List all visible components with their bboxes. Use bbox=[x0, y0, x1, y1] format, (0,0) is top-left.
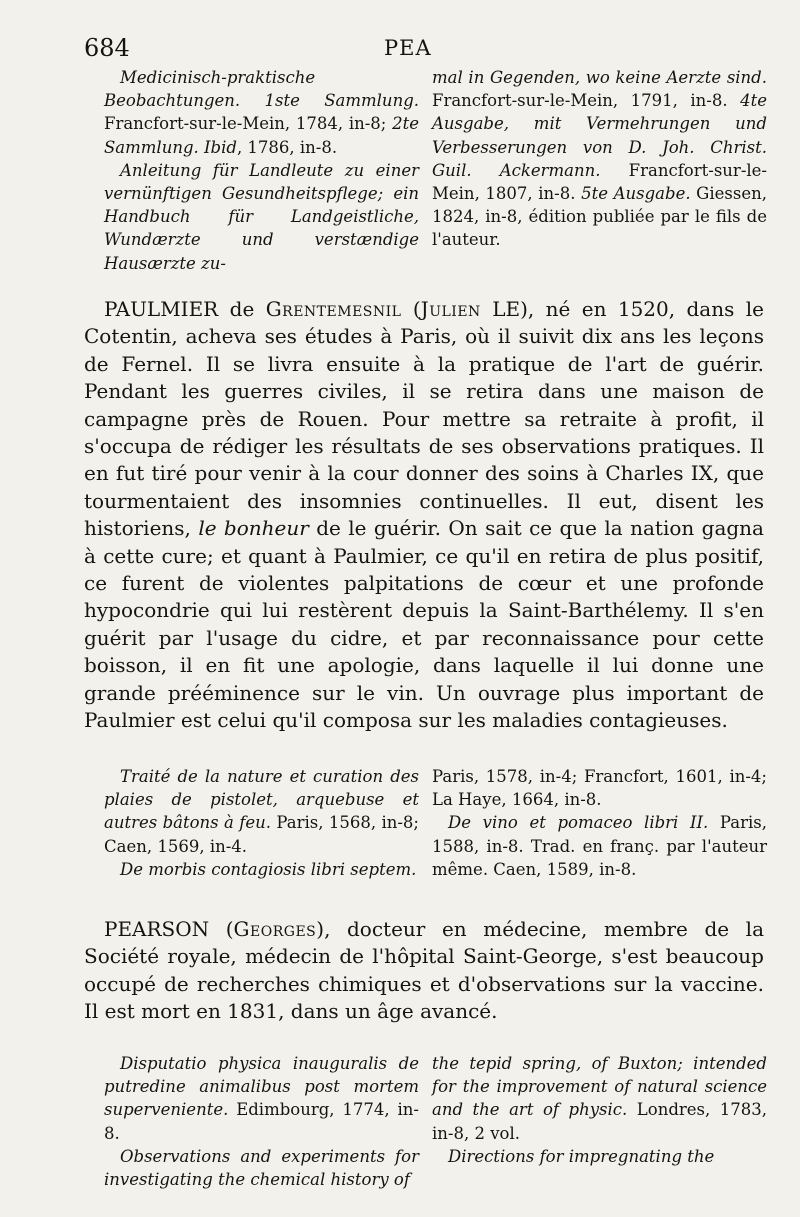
bibliography-entry: Observations and experiments for investigating the chemical history of bbox=[104, 1146, 419, 1190]
bibliography-entry: Disputatio physica inauguralis de putredine animalibus post mortem superveniente. Edimbourg, 1774, in-8. bbox=[104, 1054, 419, 1143]
bibliography-column-right bbox=[432, 66, 767, 252]
bibliography-column-left bbox=[104, 1052, 419, 1191]
bibliography-column-right bbox=[432, 765, 767, 881]
bibliography-entry: De vino et pomaceo libri II. Paris, 1588, in-8. Trad. en franç. par l'auteur même. Caen, 1589, in-8. bbox=[432, 813, 767, 879]
bibliography-entry: mal in Gegenden, wo keine Aerzte sind. Francfort-sur-le-Mein, 1791, in-8. 4te Ausgabe, mit Vermehrungen und Verbesserungen von D. Joh. Christ. Guil. Ackermann. Francfort-sur-le-Mein, 1807, in-8. 5te Ausgabe. Giessen, 1824, in-8, édition publiée par le fils de l'auteur. bbox=[432, 68, 768, 250]
bibliography-column-left bbox=[104, 765, 419, 881]
article-body: PAULMIER de Grentemesnil (Julien LE), né en 1520, dans le Cotentin, acheva ses études à Paris, où il suivit dix ans les leçons de Fernel. Il se livra ensuite à la pratique de l'art de guérir. Pendant les guerres civiles, il se retira dans une maison de campagne près de Rouen. Pour mettre sa retraite à profit, il s'occupa de rédiger les résultats de ses observations pratiques. Il en fut tiré pour venir à la cour donner des soins à Charles IX, que tourmentaient des insomnies continuelles. Il eut, disent les historiens, le bonheur de le guérir. On sait ce que la nation gagna à cette cure; et quant à Paulmier, ce qu'il en retira de plus positif, ce furent de violentes palpitations de cœur et une profonde hypocondrie qui lui restèrent depuis la Saint-Barthélemy. Il s'en guérit par l'usage du cidre, et par reconnaissance pour cette boisson, il en fit une apologie, dans laquelle il lui donne une grande prééminence sur le vin. Un ouvrage plus important de Paulmier est celui qu'il composa sur les maladies contagieuses. bbox=[84, 297, 764, 733]
bibliography-column-left bbox=[104, 66, 419, 275]
running-head bbox=[84, 34, 760, 64]
bibliography-block-bottom bbox=[104, 1052, 768, 1217]
bibliography-entry: Paris, 1578, in-4; Francfort, 1601, in-4; La Haye, 1664, in-8. bbox=[432, 767, 767, 810]
page-number: 684 bbox=[84, 34, 130, 62]
article-paulmier bbox=[84, 296, 764, 735]
bibliography-entry: Traité de la nature et curation des plaies de pistolet, arquebuse et autres bâtons à feu. Paris, 1568, in-8; Caen, 1569, in-4. bbox=[104, 767, 419, 856]
bibliography-entry: Anleitung für Landleute zu einer vernünftigen Gesundheitspflege; ein Handbuch für Landgeistliche, Wundærzte und verstændige Hausærzte zu- bbox=[104, 160, 419, 273]
article-headword: PEARSON bbox=[104, 917, 210, 941]
article-body: PEARSON (Georges), docteur en médecine, membre de la Société royale, médecin de l'hôpital Saint-George, s'est beaucoup occupé de recherches chimiques et d'observations sur la vaccine. Il est mort en 1831, dans un âge avancé. bbox=[84, 917, 764, 1024]
article-pearson bbox=[84, 916, 764, 1026]
bibliography-block-middle bbox=[104, 765, 767, 895]
bibliography-column-right bbox=[432, 1052, 767, 1168]
article-headword: PAULMIER bbox=[104, 297, 219, 321]
running-head-title: PEA bbox=[384, 36, 432, 60]
bibliography-entry: De morbis contagiosis libri septem. bbox=[120, 859, 417, 879]
bibliography-entry: Medicinisch-praktische Beobachtungen. 1ste Sammlung. Francfort-sur-le-Mein, 1784, in-8; 2te Sammlung. Ibid, 1786, in-8. bbox=[104, 68, 419, 157]
bibliography-entry: Directions for impregnating the bbox=[448, 1146, 715, 1166]
bibliography-block-top bbox=[104, 66, 768, 273]
bibliography-entry: the tepid spring, of Buxton; intended for the improvement of natural science and the art of physic. Londres, 1783, in-8, 2 vol. bbox=[432, 1054, 768, 1143]
